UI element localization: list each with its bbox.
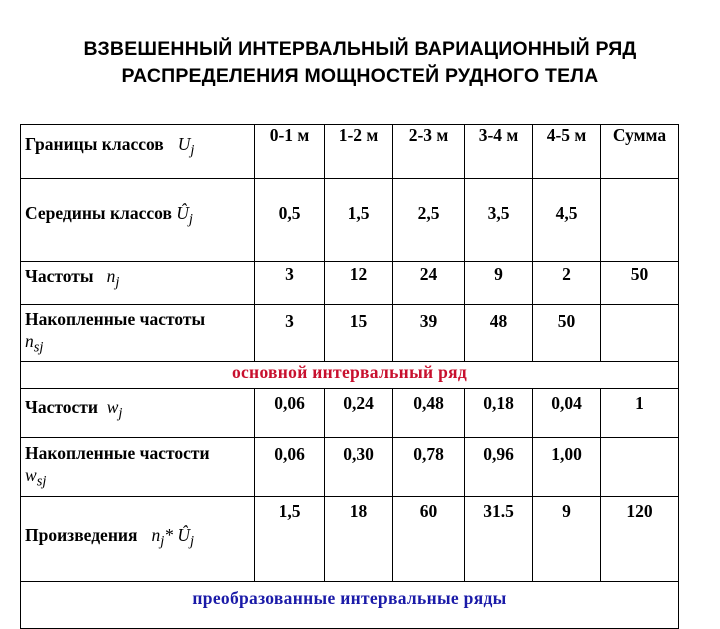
table-cell: 2 (533, 262, 601, 305)
table-cell (601, 305, 679, 362)
table-cell: 2-3 м (393, 125, 465, 179)
table-cell: 0,18 (465, 389, 533, 438)
title-line-1: ВЗВЕШЕННЫЙ ИНТЕРВАЛЬНЫЙ ВАРИАЦИОННЫЙ РЯД (83, 38, 637, 60)
slide-title (0, 36, 720, 90)
table-cell: 0,78 (393, 438, 465, 497)
section-heading-main: основной интервальный ряд (21, 362, 679, 389)
table-cell: 0,48 (393, 389, 465, 438)
table-cell: 4,5 (533, 179, 601, 262)
table-cell: 3,5 (465, 179, 533, 262)
table-cell: 15 (325, 305, 393, 362)
table-cell: 0,24 (325, 389, 393, 438)
table-cell: 12 (325, 262, 393, 305)
row-label-products: Произведения $n_j*$ $Û_j$ (21, 497, 255, 582)
table-cell: 24 (393, 262, 465, 305)
row-label-relative-frequencies: Частости $w_j$ (21, 389, 255, 438)
table-cell: 18 (325, 497, 393, 582)
table-cell: 60 (393, 497, 465, 582)
table-cell: 9 (533, 497, 601, 582)
table-cell: 48 (465, 305, 533, 362)
table-cell: 1,5 (325, 179, 393, 262)
table-row-transformed-section (21, 582, 679, 629)
table-row-cumulative-frequencies (21, 305, 679, 362)
table-cell: 0,06 (255, 438, 325, 497)
table-cell: 1-2 м (325, 125, 393, 179)
table-cell: 1,5 (255, 497, 325, 582)
table-cell (601, 179, 679, 262)
table-row-relative-frequencies (21, 389, 679, 438)
row-label-class-bounds: Границы классов $U_j$ (21, 125, 255, 179)
table-cell: 0,5 (255, 179, 325, 262)
row-label-class-midpoints: Середины классов $Û_j$ (21, 179, 255, 262)
table-cell: 9 (465, 262, 533, 305)
table-cell: 31.5 (465, 497, 533, 582)
symbol-U: U (177, 134, 191, 154)
table-cell: 2,5 (393, 179, 465, 262)
table-cell: 0,96 (465, 438, 533, 497)
table-cell: 3-4 м (465, 125, 533, 179)
table-cell: 50 (601, 262, 679, 305)
table-cell: 39 (393, 305, 465, 362)
table-cell: 3 (255, 262, 325, 305)
table-row-cumulative-relative-frequencies (21, 438, 679, 497)
section-heading-transformed: преобразованные интервальные ряды (21, 582, 679, 629)
table-cell: 0,04 (533, 389, 601, 438)
table-row-class-midpoints (21, 179, 679, 262)
row-label-frequencies: Частоты $n_j$ (21, 262, 255, 305)
table-cell: 3 (255, 305, 325, 362)
row-label-cumulative-relative-frequencies: Накопленные частости $w_{sj}$ (21, 438, 255, 497)
table-cell: 120 (601, 497, 679, 582)
table-cell: 0-1 м (255, 125, 325, 179)
table-cell-sum-header: Сумма (601, 125, 679, 179)
table-cell: 4-5 м (533, 125, 601, 179)
table-row-frequencies (21, 262, 679, 305)
table-row-main-section (21, 362, 679, 389)
variation-series-table (20, 124, 679, 629)
table-row-class-bounds (21, 125, 679, 179)
table-cell: 1 (601, 389, 679, 438)
table-cell: 50 (533, 305, 601, 362)
table-cell (601, 438, 679, 497)
table-row-products (21, 497, 679, 582)
table-cell: 1,00 (533, 438, 601, 497)
table-cell: 0,30 (325, 438, 393, 497)
title-line-2: РАСПРЕДЕЛЕНИЯ МОЩНОСТЕЙ РУДНОГО ТЕЛА (121, 65, 599, 87)
row-label-cumulative-frequencies: Накопленные частоты $n_{sj}$ (21, 305, 255, 362)
table-cell: 0,06 (255, 389, 325, 438)
